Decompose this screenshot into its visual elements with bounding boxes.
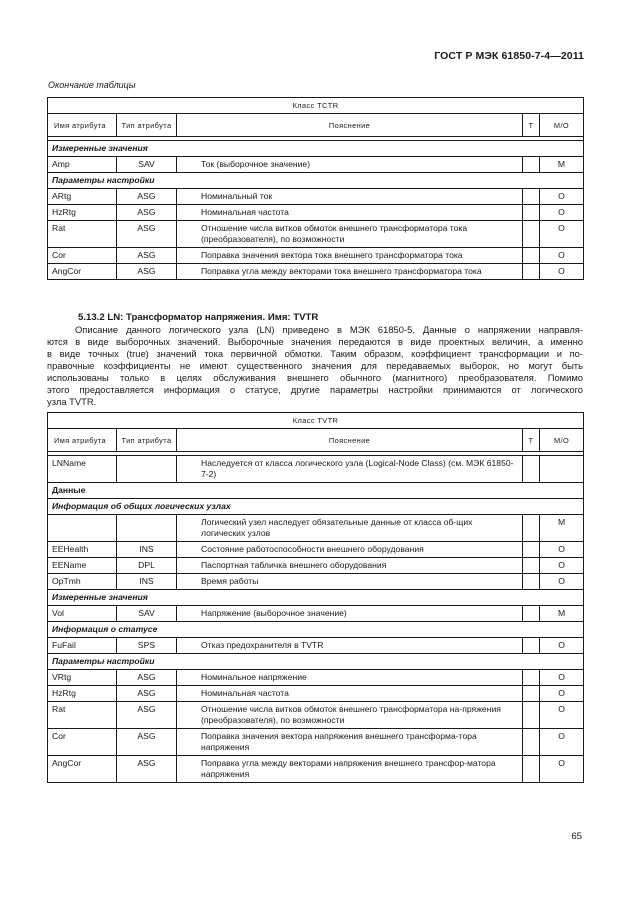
table-row <box>48 189 584 205</box>
attr-t <box>523 157 540 173</box>
attr-t <box>523 264 540 280</box>
attr-desc: Номинальная частота <box>177 686 523 702</box>
section-heading: 5.13.2 LN: Трансформатор напряжения. Имя: TVTR <box>78 312 319 323</box>
attr-type: DPL <box>117 558 177 574</box>
col-header-mo: M/O <box>540 114 584 137</box>
attr-mo: M <box>540 606 584 622</box>
attr-desc: Ток (выборочное значение) <box>177 157 523 173</box>
attr-name: VRtg <box>48 670 117 686</box>
table-row <box>48 638 584 654</box>
attr-mo: M <box>540 515 584 542</box>
attr-name: HzRtg <box>48 205 117 221</box>
attr-mo: O <box>540 221 584 248</box>
table-row <box>48 205 584 221</box>
col-header-t: T <box>523 429 540 452</box>
attr-t <box>523 205 540 221</box>
attr-mo: O <box>540 702 584 729</box>
attr-type <box>117 515 177 542</box>
attr-mo: O <box>540 205 584 221</box>
attr-name <box>48 515 117 542</box>
section-title: Измеренные значения <box>48 590 584 606</box>
attr-type: ASG <box>117 729 177 756</box>
table-row <box>48 670 584 686</box>
attr-type: ASG <box>117 702 177 729</box>
attr-name: Cor <box>48 248 117 264</box>
attr-name: LNName <box>48 456 117 483</box>
attr-name: Rat <box>48 221 117 248</box>
attr-name: AngCor <box>48 756 117 783</box>
attr-name: HzRtg <box>48 686 117 702</box>
attr-t <box>523 542 540 558</box>
attr-desc: Поправка значения вектора напряжения внешнего трансформа-тора напряжения <box>177 729 523 756</box>
paragraph-line: узла TVTR. <box>47 396 97 407</box>
attr-mo: O <box>540 248 584 264</box>
paragraph-line: правочные коэффициенты не имеют существенного значения для передаваемых выборок, но могут быть <box>47 360 583 371</box>
table-row <box>48 515 584 542</box>
class-title: Класс TCTR <box>48 98 584 114</box>
attr-mo: O <box>540 729 584 756</box>
attr-name: Rat <box>48 702 117 729</box>
attr-desc: Номинальный ток <box>177 189 523 205</box>
col-header-mo: M/O <box>540 429 584 452</box>
paragraph-line: этого предоставляется информация о статусе, другие параметры настройки принимаются от логического <box>47 384 583 395</box>
tvtr-table <box>47 412 584 783</box>
attr-t <box>523 221 540 248</box>
section-paragraph <box>47 324 583 408</box>
attr-desc: Номинальная частота <box>177 205 523 221</box>
attr-name: FuFail <box>48 638 117 654</box>
attr-type: SAV <box>117 157 177 173</box>
attr-type: ASG <box>117 264 177 280</box>
attr-type: ASG <box>117 670 177 686</box>
attr-t <box>523 456 540 483</box>
table-row <box>48 542 584 558</box>
attr-mo: O <box>540 189 584 205</box>
attr-mo: O <box>540 558 584 574</box>
section-title: Информация об общих логических узлах <box>48 499 584 515</box>
section-title: Информация о статусе <box>48 622 584 638</box>
section-title: Параметры настройки <box>48 654 584 670</box>
attr-t <box>523 702 540 729</box>
paragraph-line: в виде точных (true) значений тока первичной обмотки. Таким образом, коэффициент трансформации и по- <box>47 348 583 359</box>
attr-desc: Поправка угла между векторами напряжения внешнего трансфор-матора напряжения <box>177 756 523 783</box>
attr-name: ARtg <box>48 189 117 205</box>
section-title: Данные <box>48 483 584 499</box>
table-row <box>48 221 584 248</box>
attr-type: SPS <box>117 638 177 654</box>
attr-mo: O <box>540 574 584 590</box>
col-header-type: Тип атрибута <box>117 429 177 452</box>
col-header-desc: Пояснение <box>177 429 523 452</box>
attr-name: Amp <box>48 157 117 173</box>
attr-t <box>523 558 540 574</box>
attr-desc: Поправка угла между векторами тока внешнего трансформатора тока <box>177 264 523 280</box>
attr-t <box>523 606 540 622</box>
attr-mo: M <box>540 157 584 173</box>
attr-type: ASG <box>117 756 177 783</box>
class-title: Класс TVTR <box>48 413 584 429</box>
attr-name: Vol <box>48 606 117 622</box>
attr-desc: Поправка значения вектора тока внешнего трансформатора тока <box>177 248 523 264</box>
attr-mo: O <box>540 638 584 654</box>
paragraph-line: ются в виде выборочных значений. Выборочные значения передаются в виде проектных величин, а именно <box>47 336 583 347</box>
section-title: Параметры настройки <box>48 173 584 189</box>
attr-t <box>523 638 540 654</box>
table-caption: Окончание таблицы <box>48 80 136 90</box>
table-row <box>48 264 584 280</box>
attr-mo: O <box>540 686 584 702</box>
attr-name: EEName <box>48 558 117 574</box>
table-row <box>48 456 584 483</box>
attr-desc: Состояние работоспособности внешнего оборудования <box>177 542 523 558</box>
attr-desc: Время работы <box>177 574 523 590</box>
attr-name: EEHealth <box>48 542 117 558</box>
table-row <box>48 558 584 574</box>
attr-t <box>523 670 540 686</box>
attr-type: ASG <box>117 686 177 702</box>
attr-type: ASG <box>117 205 177 221</box>
paragraph-line: использованы только в целях обслуживания внешнего обычного (магнитного) преобразователя. Помимо <box>47 372 583 383</box>
attr-desc: Отношение числа витков обмоток внешнего трансформатора тока (преобразователя), по возможности <box>177 221 523 248</box>
attr-t <box>523 686 540 702</box>
attr-t <box>523 756 540 783</box>
attr-desc: Отказ предохранителя в TVTR <box>177 638 523 654</box>
col-header-name: Имя атрибута <box>48 114 117 137</box>
table-row <box>48 756 584 783</box>
table-row <box>48 702 584 729</box>
attr-type: SAV <box>117 606 177 622</box>
attr-desc: Логический узел наследует обязательные данные от класса об-щих логических узлов <box>177 515 523 542</box>
attr-desc: Напряжение (выборочное значение) <box>177 606 523 622</box>
attr-mo: O <box>540 756 584 783</box>
attr-name: AngCor <box>48 264 117 280</box>
table-row <box>48 574 584 590</box>
attr-type: ASG <box>117 248 177 264</box>
attr-type: INS <box>117 542 177 558</box>
col-header-type: Тип атрибута <box>117 114 177 137</box>
attr-t <box>523 574 540 590</box>
attr-mo: O <box>540 542 584 558</box>
attr-desc: Паспортная табличка внешнего оборудования <box>177 558 523 574</box>
page-number: 65 <box>571 831 582 842</box>
attr-mo: O <box>540 670 584 686</box>
attr-t <box>523 515 540 542</box>
table-row <box>48 729 584 756</box>
table-row <box>48 248 584 264</box>
attr-type: ASG <box>117 221 177 248</box>
attr-t <box>523 189 540 205</box>
attr-desc: Наследуется от класса логического узла (Logical-Node Class) (см. МЭК 61850-7-2) <box>177 456 523 483</box>
section-title: Измеренные значения <box>48 141 584 157</box>
attr-mo: O <box>540 264 584 280</box>
attr-type <box>117 456 177 483</box>
table-row <box>48 606 584 622</box>
attr-name: Cor <box>48 729 117 756</box>
table-row <box>48 157 584 173</box>
attr-type: INS <box>117 574 177 590</box>
attr-desc: Отношение числа витков обмоток внешнего трансформатора на-пряжения (преобразователя), по возможности <box>177 702 523 729</box>
attr-t <box>523 729 540 756</box>
attr-desc: Номинальное напряжение <box>177 670 523 686</box>
standard-header: ГОСТ Р МЭК 61850-7-4—2011 <box>434 50 584 62</box>
attr-mo <box>540 456 584 483</box>
col-header-t: T <box>523 114 540 137</box>
attr-t <box>523 248 540 264</box>
table-row <box>48 686 584 702</box>
tctr-table <box>47 97 584 280</box>
attr-type: ASG <box>117 189 177 205</box>
col-header-name: Имя атрибута <box>48 429 117 452</box>
col-header-desc: Пояснение <box>177 114 523 137</box>
attr-name: OpTmh <box>48 574 117 590</box>
paragraph-line: Описание данного логического узла (LN) приведено в МЭК 61850-5. Данные о напряжении направля- <box>75 324 583 335</box>
